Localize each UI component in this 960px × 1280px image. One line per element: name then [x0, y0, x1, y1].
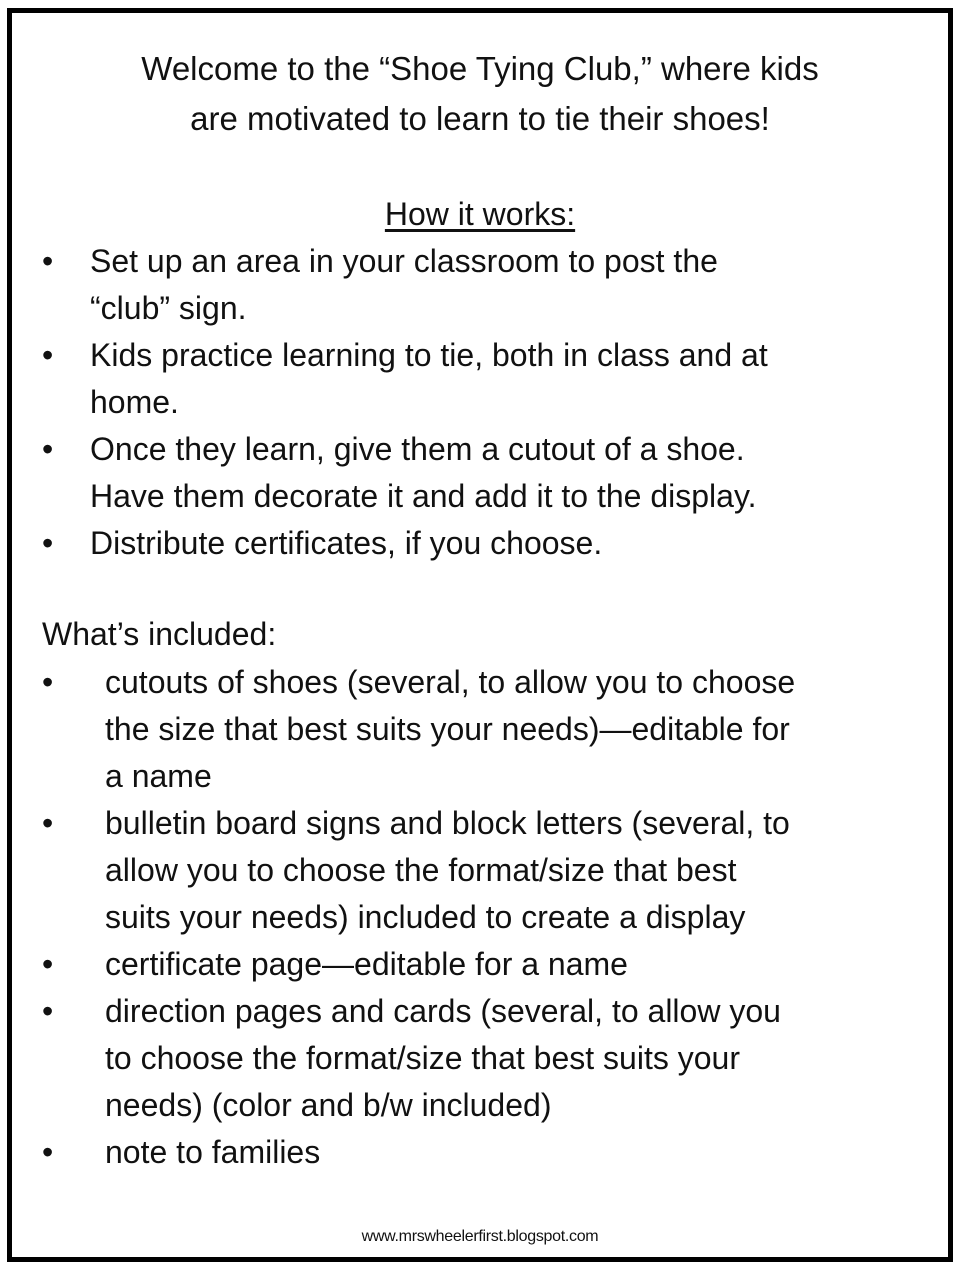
how-heading-text: How it works:	[384, 196, 576, 232]
list-item	[42, 988, 795, 1129]
list-item-line: Once they learn, give them a cutout of a shoe.	[90, 431, 745, 467]
list-item-line: certificate page—editable for a name	[105, 946, 628, 982]
list-item	[42, 1129, 795, 1176]
list-item-line: “club” sign.	[90, 290, 247, 326]
bullet-icon: •	[42, 993, 54, 1029]
bullet-icon: •	[42, 243, 54, 279]
whats-included-heading: What’s included:	[42, 616, 277, 652]
bullet-icon: •	[42, 664, 54, 700]
title-line: Welcome to the “Shoe Tying Club,” where kids	[141, 50, 819, 87]
list-item	[42, 659, 796, 800]
list-item-line: direction pages and cards (several, to allow you	[105, 993, 781, 1029]
how-it-works-list	[42, 238, 768, 567]
list-item-line: a name	[105, 758, 212, 794]
bullet-icon: •	[42, 1134, 54, 1170]
list-item-line: Kids practice learning to tie, both in class and at	[90, 337, 768, 373]
footer-url: www.mrswheelerfirst.blogspot.com	[361, 1228, 599, 1245]
list-item-line: to choose the format/size that best suits your	[105, 1040, 740, 1076]
list-item	[42, 238, 768, 332]
bullet-icon: •	[42, 431, 54, 467]
list-item-line: Set up an area in your classroom to post the	[90, 243, 718, 279]
list-item-line: suits your needs) included to create a display	[105, 899, 746, 935]
bullet-icon: •	[42, 337, 54, 373]
list-item	[42, 941, 795, 988]
list-item-line: note to families	[105, 1134, 321, 1170]
list-item	[42, 332, 768, 426]
list-item-line: Have them decorate it and add it to the display.	[90, 478, 757, 514]
title-line: are motivated to learn to tie their shoes!	[190, 100, 770, 137]
whats-included-list	[42, 659, 796, 1176]
bullet-icon: •	[42, 946, 54, 982]
welcome-title	[0, 44, 960, 144]
list-item-line: home.	[90, 384, 179, 420]
list-item-line: the size that best suits your needs)—editable for	[105, 711, 790, 747]
list-item-line: needs) (color and b/w included)	[105, 1087, 552, 1123]
list-item	[42, 426, 768, 520]
bullet-icon: •	[42, 525, 54, 561]
list-item	[42, 800, 795, 941]
bullet-icon: •	[42, 805, 54, 841]
list-item-line: allow you to choose the format/size that best	[105, 852, 737, 888]
list-item-line: Distribute certificates, if you choose.	[90, 525, 603, 561]
list-item-line: cutouts of shoes (several, to allow you to choose	[105, 664, 796, 700]
how-it-works-heading	[0, 192, 960, 236]
list-item-line: bulletin board signs and block letters (several, to	[105, 805, 790, 841]
list-item	[42, 520, 768, 567]
